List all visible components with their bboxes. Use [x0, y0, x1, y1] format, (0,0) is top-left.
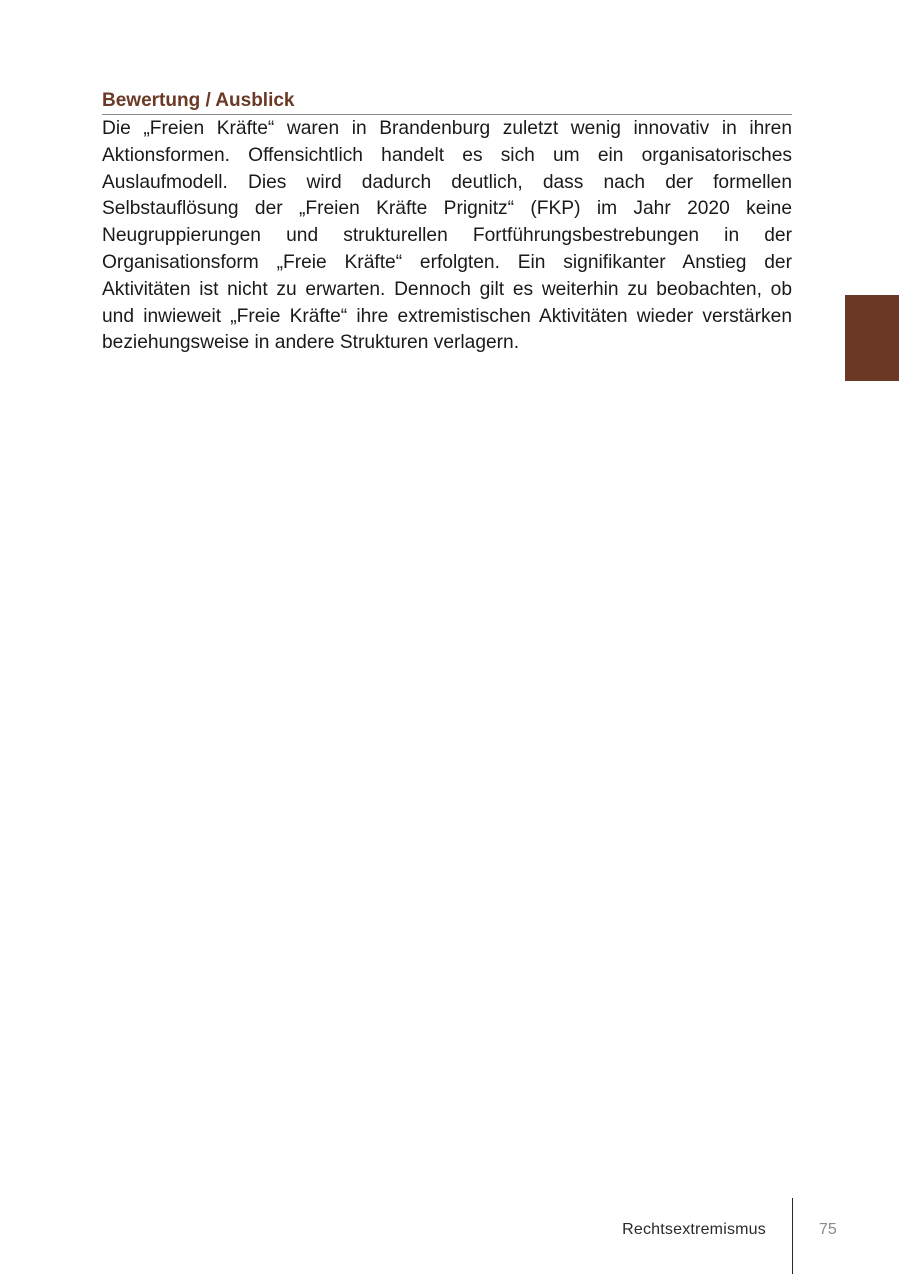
chapter-side-tab — [845, 295, 899, 381]
page-content — [102, 88, 792, 357]
footer-chapter-label: Rechtsextremismus — [622, 1221, 766, 1238]
section-heading: Bewertung / Ausblick — [102, 88, 792, 115]
page-number: 75 — [819, 1221, 837, 1238]
footer-divider — [792, 1198, 793, 1274]
body-paragraph: Die „Freien Kräfte“ waren in Brandenburg zuletzt wenig innovativ in ihren Aktionsformen. Offensichtlich handelt es sich um ein organisatorisches Auslaufmodell. Dies wird dadurch deutlich, dass nach der formellen Selbstauflösung der „Freien Kräfte Prignitz“ (FKP) im Jahr 2020 keine Neugruppierungen und strukturellen Fortführungsbestrebungen in der Organisationsform „Freie Kräfte“ erfolgten. Ein signifikanter Anstieg der Aktivitäten ist nicht zu erwarten. Dennoch gilt es weiterhin zu beobachten, ob und inwieweit „Freie Kräfte“ ihre extremistischen Aktivitäten wieder verstärken beziehungsweise in andere Strukturen verlagern. — [102, 118, 792, 354]
page-footer — [0, 1198, 900, 1276]
